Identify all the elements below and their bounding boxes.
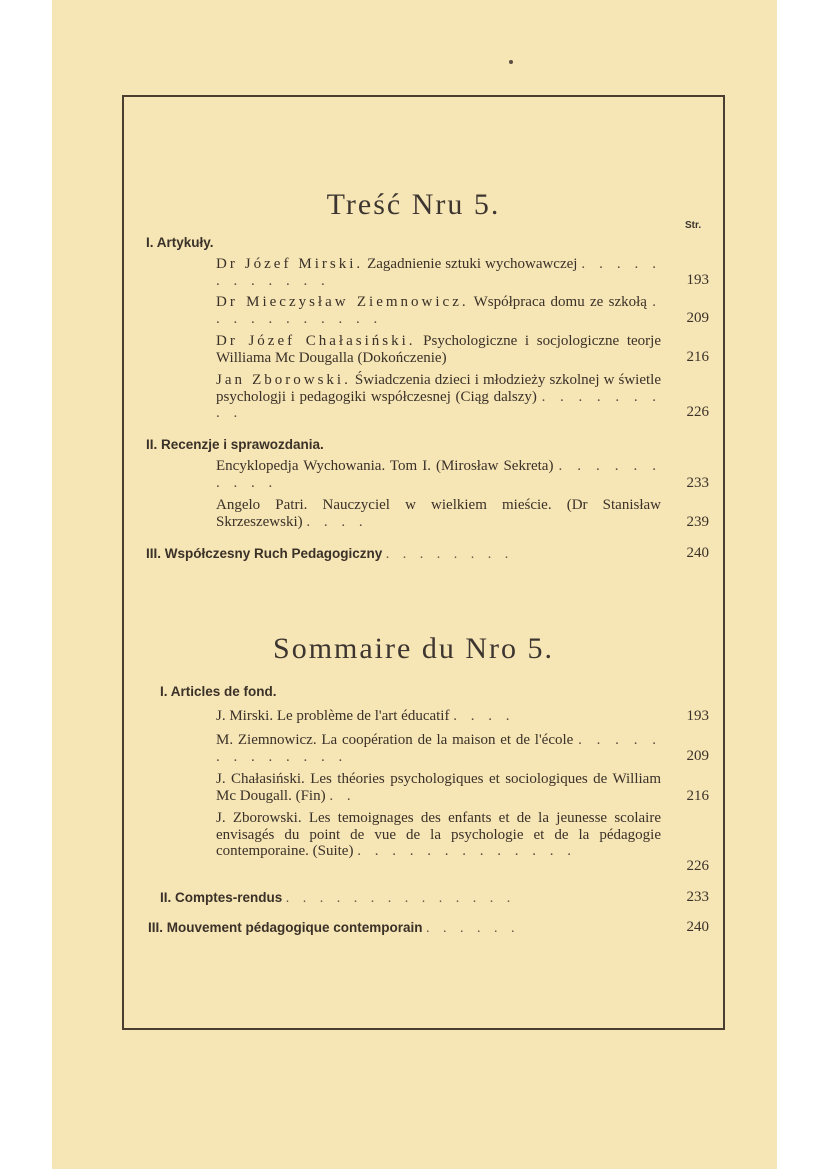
section-heading: II. Comptes-rendus . . . . . . . . . . . . . .: [160, 890, 516, 906]
page-number: 209: [686, 310, 709, 326]
toc-entry: Angelo Patri. Nauczyciel w wielkiem mieście. (Dr Stanisław Skrzeszewski) . . . .: [216, 497, 661, 530]
page-number: 240: [686, 919, 709, 935]
page-number: 193: [686, 708, 709, 724]
toc-entry: Dr Mieczysław Ziemnowicz. Współpraca domu ze szkołą . . . . . . . . . . .: [216, 294, 661, 327]
toc-entry: Dr Józef Mirski. Zagadnienie sztuki wychowawczej . . . . . . . . . . . .: [216, 256, 662, 289]
toc-entry: J. Zborowski. Les temoignages des enfants et de la jeunesse scolaire envisagés du point de vue de la psychologie et de la pédagogie contemporaine. (Suite) . . . . . . . . . . . . .: [216, 810, 661, 859]
page-number: 216: [686, 788, 709, 804]
ink-mark: [509, 60, 513, 64]
page-number: 233: [686, 889, 709, 905]
toc-title-french: Sommaire du Nro 5.: [273, 632, 554, 665]
page-number: 193: [686, 272, 709, 288]
page-number: 226: [686, 858, 709, 874]
page-number: 233: [686, 475, 709, 491]
section-heading: III. Współczesny Ruch Pedagogiczny . . . . . . . .: [146, 546, 514, 562]
page-number: 226: [686, 404, 709, 420]
section-heading: I. Articles de fond.: [160, 684, 277, 699]
page-number: 240: [686, 545, 709, 561]
toc-title-polish: Treść Nru 5.: [326, 188, 501, 221]
section-heading: III. Mouvement pédagogique contemporain . . . . . .: [148, 920, 520, 936]
toc-entry: M. Ziemnowicz. La coopération de la maison et de l'école . . . . . . . . . . . . .: [216, 732, 662, 765]
page-number: 209: [686, 748, 709, 764]
toc-entry: J. Mirski. Le problème de l'art éducatif . . . .: [216, 708, 515, 724]
toc-entry: J. Chałasiński. Les théories psychologiques et sociologiques de William Mc Dougall. (Fin) . .: [216, 771, 661, 804]
toc-entry: Dr Józef Chałasiński. Psychologiczne i socjologiczne teorje Williama Mc Dougalla (Dokończenie): [216, 333, 661, 366]
page-column-label: Str.: [685, 220, 702, 231]
toc-entry: Jan Zborowski. Świadczenia dzieci i młodzieży szkolnej w świetle psychologji i pedagogiki współczesnej (Ciąg dalszy) . . . . . . . . .: [216, 372, 662, 421]
section-heading: II. Recenzje i sprawozdania.: [146, 437, 324, 452]
section-heading: I. Artykuły.: [146, 235, 214, 250]
page-number: 216: [686, 349, 709, 365]
page-number: 239: [686, 514, 709, 530]
toc-entry: Encyklopedja Wychowania. Tom I. (Mirosław Sekreta) . . . . . . . . . .: [216, 458, 662, 491]
